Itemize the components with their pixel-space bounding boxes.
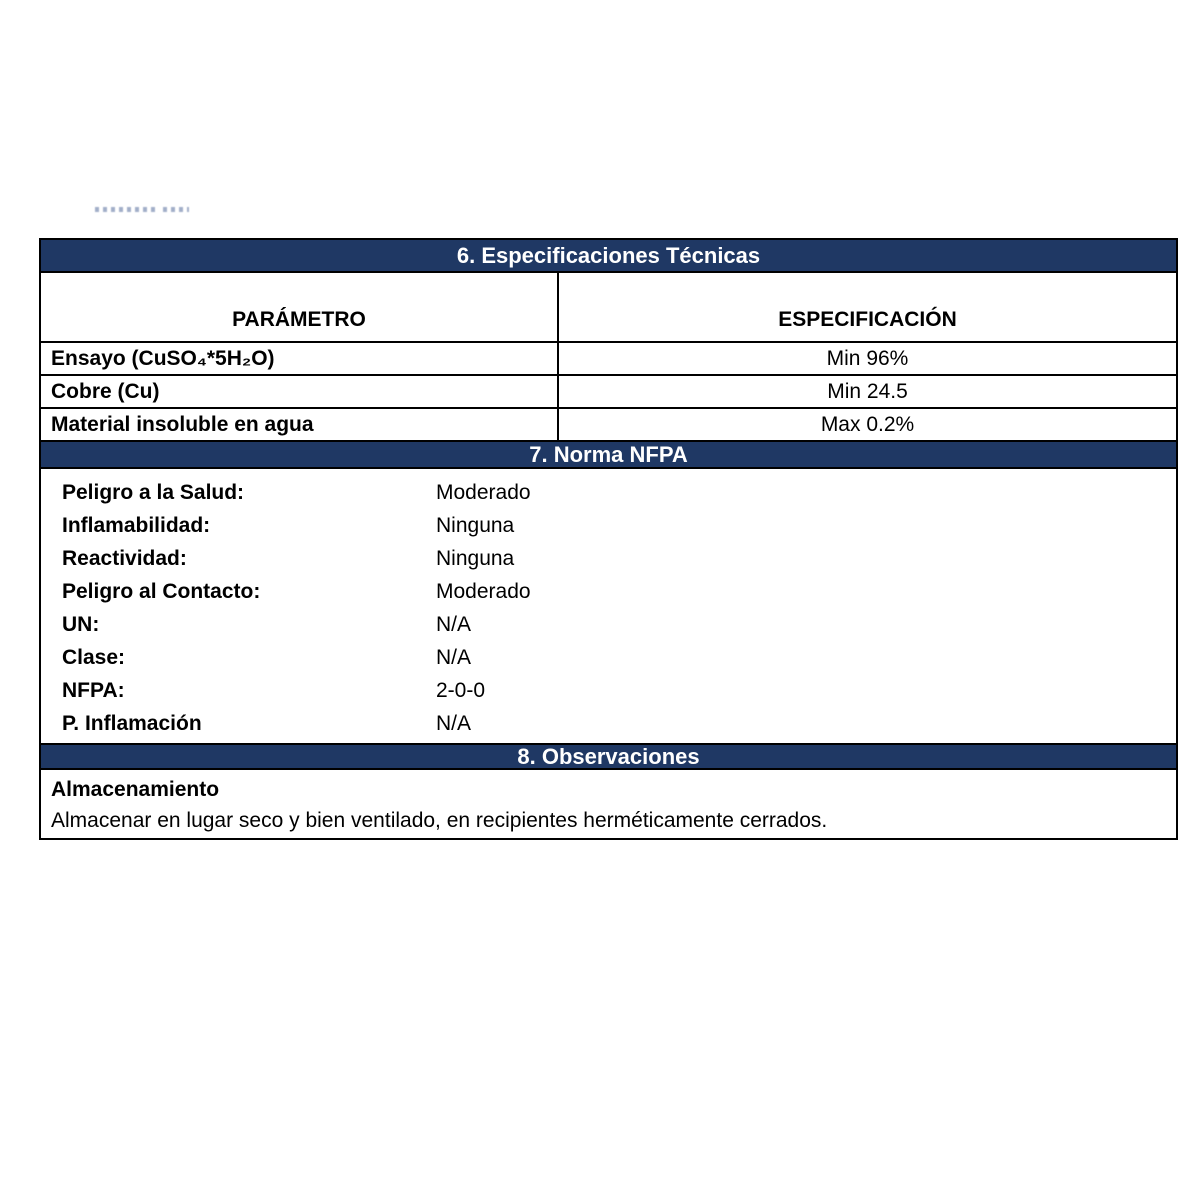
section-header-nfpa — [41, 440, 1176, 469]
nfpa-label: Reactividad: — [62, 546, 187, 570]
value-text: Max 0.2% — [820, 412, 915, 436]
list-item — [62, 509, 1176, 542]
nfpa-value: Ninguna — [436, 546, 515, 570]
smudge-segment — [163, 207, 189, 212]
section-header-especificaciones — [41, 240, 1176, 273]
list-item — [62, 674, 1176, 707]
section-title: 7. Norma NFPA — [529, 441, 688, 467]
list-item — [62, 542, 1176, 575]
list-item — [62, 707, 1176, 740]
observations-heading: Almacenamiento — [51, 778, 220, 801]
nfpa-list — [41, 469, 1176, 743]
smudge-artifact — [95, 205, 190, 214]
nfpa-value: Moderado — [436, 480, 531, 504]
observations-box — [41, 770, 1176, 838]
value-cell — [559, 409, 1176, 440]
column-header-label: PARÁMETRO — [232, 308, 366, 331]
nfpa-label: Inflamabilidad: — [62, 513, 211, 537]
column-header-parametro — [41, 273, 559, 341]
value-cell — [559, 343, 1176, 374]
list-item — [62, 575, 1176, 608]
nfpa-value: N/A — [436, 645, 472, 669]
table-row — [41, 407, 1176, 440]
observations-text: Almacenar en lugar seco y bien ventilado, en recipientes herméticamente cerrados. — [51, 809, 828, 832]
value-text: Min 24.5 — [827, 379, 908, 403]
nfpa-value: N/A — [436, 612, 472, 636]
table-row — [41, 341, 1176, 374]
nfpa-value: 2-0-0 — [436, 678, 486, 702]
spec-column-header-row — [41, 273, 1176, 341]
nfpa-label: UN: — [62, 612, 100, 636]
table-row — [41, 374, 1176, 407]
column-header-especificacion — [559, 273, 1176, 341]
section-title: 6. Especificaciones Técnicas — [456, 242, 761, 268]
nfpa-value: Ninguna — [436, 513, 515, 537]
nfpa-value: N/A — [436, 711, 472, 735]
column-header-label: ESPECIFICACIÓN — [778, 308, 957, 331]
nfpa-label: P. Inflamación — [62, 711, 202, 735]
list-item — [62, 641, 1176, 674]
param-label: Ensayo (CuSO₄*5H₂O) — [51, 346, 275, 370]
value-cell — [559, 376, 1176, 407]
list-item — [62, 476, 1176, 509]
value-text: Min 96% — [826, 346, 909, 370]
param-label: Material insoluble en agua — [51, 412, 314, 436]
nfpa-label: Clase: — [62, 645, 126, 669]
param-cell — [41, 343, 559, 374]
param-cell — [41, 409, 559, 440]
nfpa-value: Moderado — [436, 579, 531, 603]
datasheet-table — [39, 238, 1178, 840]
nfpa-label: Peligro a la Salud: — [62, 480, 245, 504]
param-cell — [41, 376, 559, 407]
nfpa-label: NFPA: — [62, 678, 125, 702]
smudge-segment — [95, 207, 155, 212]
param-label: Cobre (Cu) — [51, 379, 160, 403]
list-item — [62, 608, 1176, 641]
nfpa-label: Peligro al Contacto: — [62, 579, 261, 603]
section-title: 8. Observaciones — [517, 743, 700, 769]
section-header-observaciones — [41, 743, 1176, 770]
